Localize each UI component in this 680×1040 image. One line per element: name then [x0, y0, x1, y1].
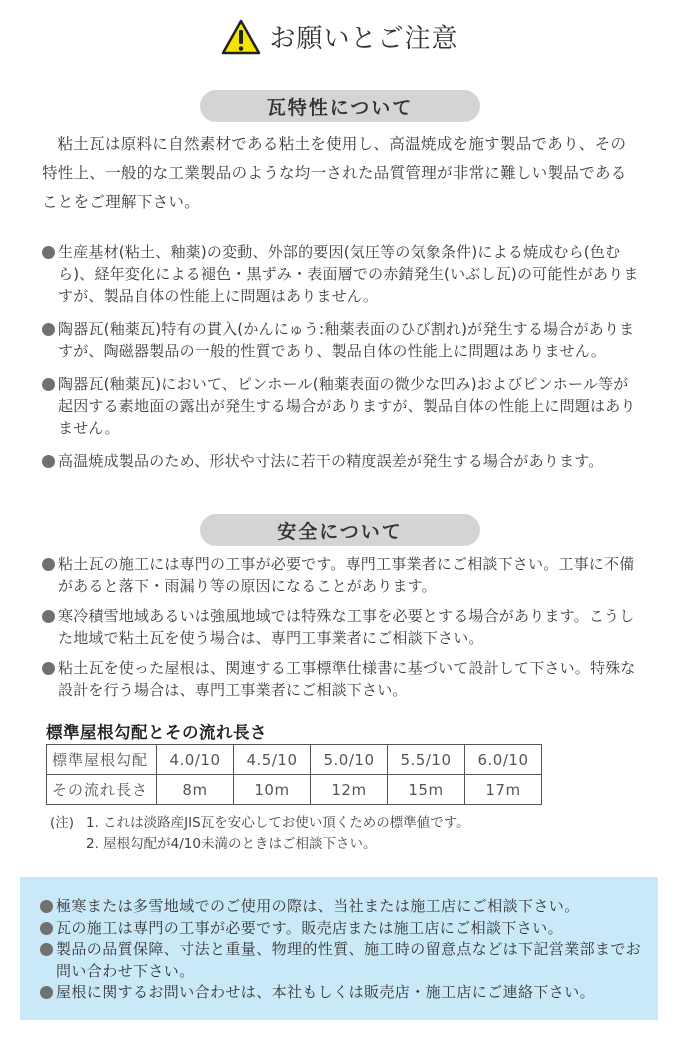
warning-icon	[221, 19, 261, 55]
page-title	[0, 18, 680, 55]
length-cell: 8m	[157, 775, 234, 805]
row-header: その流れ長さ	[47, 775, 157, 805]
bullet-icon	[42, 455, 55, 468]
list-item: 陶器瓦(釉薬瓦)特有の貫入(かんにゅう:釉薬表面のひび割れ)が発生する場合がありますが、陶磁器製品の一般的性質であり、製品自体の性能上に問題はありません。	[42, 318, 642, 362]
table-row	[47, 745, 542, 775]
bullet-icon	[42, 246, 55, 259]
pitch-cell: 5.5/10	[388, 745, 465, 775]
length-cell: 10m	[234, 775, 311, 805]
list-item: 瓦の施工は専門の工事が必要です。販売店または施工店にご相談下さい。	[40, 918, 650, 940]
page-title-text: お願いとご注意	[269, 24, 459, 54]
bullet-icon	[42, 323, 55, 336]
section-heading-safety: 安全について	[200, 514, 480, 546]
pitch-cell: 4.0/10	[157, 745, 234, 775]
pitch-cell: 6.0/10	[465, 745, 542, 775]
table-row	[47, 775, 542, 805]
bullet-icon	[42, 558, 55, 571]
table-notes	[50, 813, 470, 855]
length-cell: 15m	[388, 775, 465, 805]
list-item: 粘土瓦の施工には専門の工事が必要です。専門工事業者にご相談下さい。工事に不備があると落下・雨漏り等の原因になることがあります。	[42, 553, 642, 597]
bullet-icon	[40, 900, 53, 913]
list-item: 粘土瓦を使った屋根は、関連する工事標準仕様書に基づいて設計して下さい。特殊な設計を行う場合は、専門工事業者にご相談下さい。	[42, 657, 642, 701]
length-cell: 17m	[465, 775, 542, 805]
length-cell: 12m	[311, 775, 388, 805]
pitch-table	[46, 744, 542, 805]
list-item: 屋根に関するお問い合わせは、本社もしくは販売店・施工店にご連絡下さい。	[40, 982, 650, 1004]
pitch-cell: 4.5/10	[234, 745, 311, 775]
bullet-icon	[42, 610, 55, 623]
pitch-cell: 5.0/10	[311, 745, 388, 775]
list-item: 製品の品質保障、寸法と重量、物理的性質、施工時の留意点などは下記営業部までお問い合わせ下さい。	[40, 939, 650, 982]
info-list	[40, 896, 650, 1004]
tile-properties-list	[42, 241, 642, 472]
pitch-table-title: 標準屋根勾配とその流れ長さ	[46, 723, 267, 742]
bullet-icon	[42, 662, 55, 675]
list-item: 寒冷積雪地域あるいは強風地域では特殊な工事を必要とする場合があります。こうした地域で粘土瓦を使う場合は、専門工事業者にご相談下さい。	[42, 605, 642, 649]
intro-paragraph: 粘土瓦は原料に自然素材である粘土を使用し、高温焼成を施す製品であり、その特性上、一般的な工業製品のような均一された品質管理が非常に難しい製品であることをご理解下さい。	[42, 135, 627, 211]
row-header: 標準屋根勾配	[47, 745, 157, 775]
note-row	[50, 834, 470, 855]
note-label: (注)	[50, 815, 75, 831]
note-text: 2. 屋根勾配が4/10未満のときはご相談下さい。	[86, 836, 377, 852]
bullet-icon	[42, 378, 55, 391]
note-row	[50, 813, 470, 834]
safety-list	[42, 553, 642, 701]
info-box	[20, 877, 658, 1020]
bullet-icon	[40, 986, 53, 999]
bullet-icon	[40, 922, 53, 935]
list-item: 高温焼成製品のため、形状や寸法に若干の精度誤差が発生する場合があります。	[42, 450, 642, 472]
section-heading-tile-properties: 瓦特性について	[200, 90, 480, 122]
list-item: 陶器瓦(釉薬瓦)において、ピンホール(釉薬表面の微少な凹み)およびピンホール等が起因する素地面の露出が発生する場合がありますが、製品自体の性能上に問題はありません。	[42, 373, 642, 439]
note-text: 1. これは淡路産JIS瓦を安心してお使い頂くための標準値です。	[86, 815, 470, 831]
list-item: 生産基材(粘土、釉薬)の変動、外部的要因(気圧等の気象条件)による焼成むら(色むら)、経年変化による褪色・黒ずみ・表面層での赤錆発生(いぶし瓦)の可能性がありますが、製品自体の性能上に問題はありません。	[42, 241, 642, 307]
list-item: 極寒または多雪地域でのご使用の際は、当社または施工店にご相談下さい。	[40, 896, 650, 918]
bullet-icon	[40, 943, 53, 956]
